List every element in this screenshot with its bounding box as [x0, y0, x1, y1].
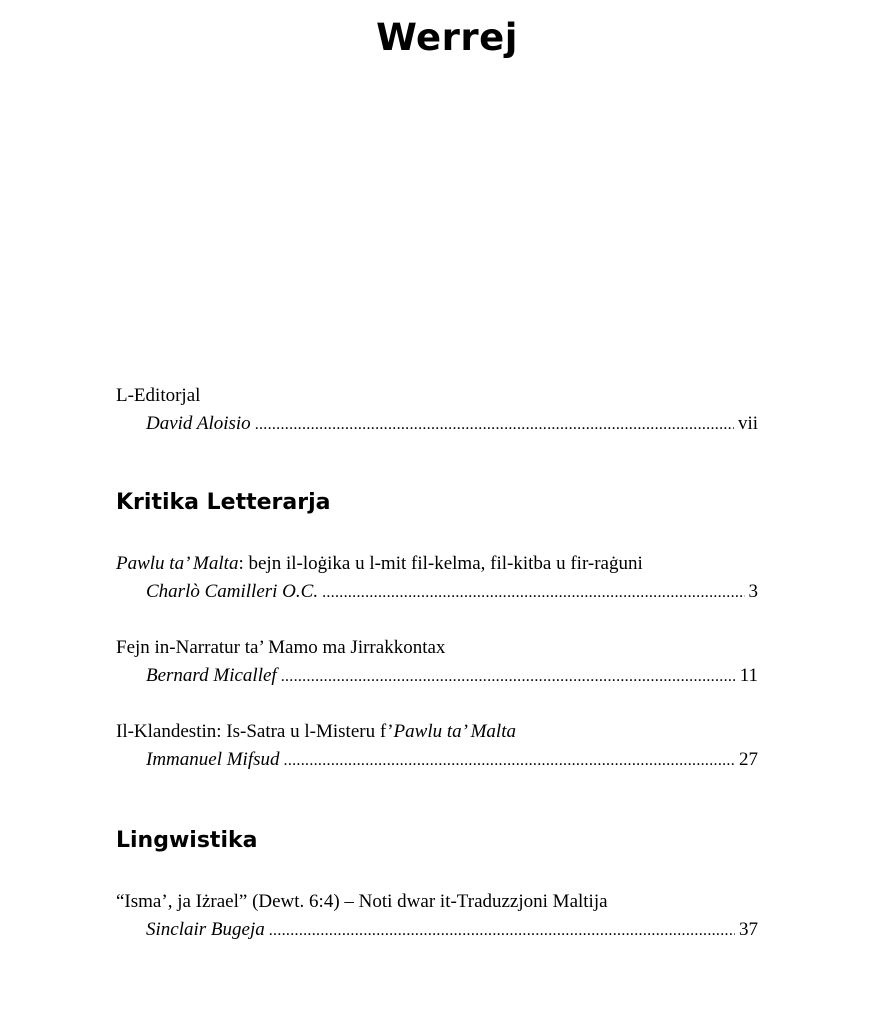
entry-title — [116, 550, 758, 578]
dot-leader — [269, 917, 735, 945]
entry-title-text-italic: Pawlu ta’ Malta — [393, 721, 516, 742]
entry-author: David Aloisio — [146, 413, 251, 434]
entry-author-line — [116, 916, 758, 944]
entry-author: Charlò Camilleri O.C. — [146, 581, 319, 602]
entry-page-number: 37 — [739, 919, 758, 940]
entry-author-line — [116, 746, 758, 774]
entry-page-number: 11 — [739, 665, 758, 686]
page-title: Werrej — [376, 16, 518, 59]
entry-title — [116, 634, 758, 662]
section-heading-lingwistika: Lingwistika — [116, 828, 258, 853]
entry-title-text: Fejn in-Narratur ta’ Mamo ma Jirrakkontax — [116, 637, 446, 658]
dot-leader — [255, 411, 734, 439]
dot-leader — [284, 747, 735, 775]
entry-page-number: 3 — [748, 581, 758, 602]
entry-title-text: : bejn il-loġika u l-mit fil-kelma, fil-kitba u fir-raġuni — [238, 553, 643, 574]
entry-author: Bernard Micallef — [146, 665, 277, 686]
toc-entry-fejn-in-narratur[interactable] — [116, 634, 758, 690]
entry-title-text: L-Editorjal — [116, 385, 201, 406]
entry-title-text: “Isma’, ja Iżrael” (Dewt. 6:4) – Noti dwar it-Traduzzjoni Maltija — [116, 891, 608, 912]
entry-title — [116, 382, 758, 410]
entry-title — [116, 888, 758, 916]
entry-author-line — [116, 578, 758, 606]
entry-title — [116, 718, 758, 746]
entry-page-number: 27 — [739, 749, 758, 770]
toc-entry-isma-ja-izrael[interactable] — [116, 888, 758, 944]
dot-leader — [322, 579, 744, 607]
entry-author: Sinclair Bugeja — [146, 919, 265, 940]
entry-title-text: Il-Klandestin: Is-Satra u l-Misteru f’ — [116, 721, 394, 742]
entry-author-line — [116, 662, 758, 690]
toc-entry-pawlu-ta-malta[interactable] — [116, 550, 758, 606]
toc-entry-editorial[interactable] — [116, 382, 758, 438]
entry-author-line — [116, 410, 758, 438]
dot-leader — [281, 663, 736, 691]
entry-title-text-italic: Pawlu ta’ Malta — [116, 553, 239, 574]
entry-page-number: vii — [737, 413, 758, 434]
entry-author: Immanuel Mifsud — [146, 749, 280, 770]
toc-entry-il-klandestin[interactable] — [116, 718, 758, 774]
section-heading-kritika-letterarja: Kritika Letterarja — [116, 490, 331, 515]
